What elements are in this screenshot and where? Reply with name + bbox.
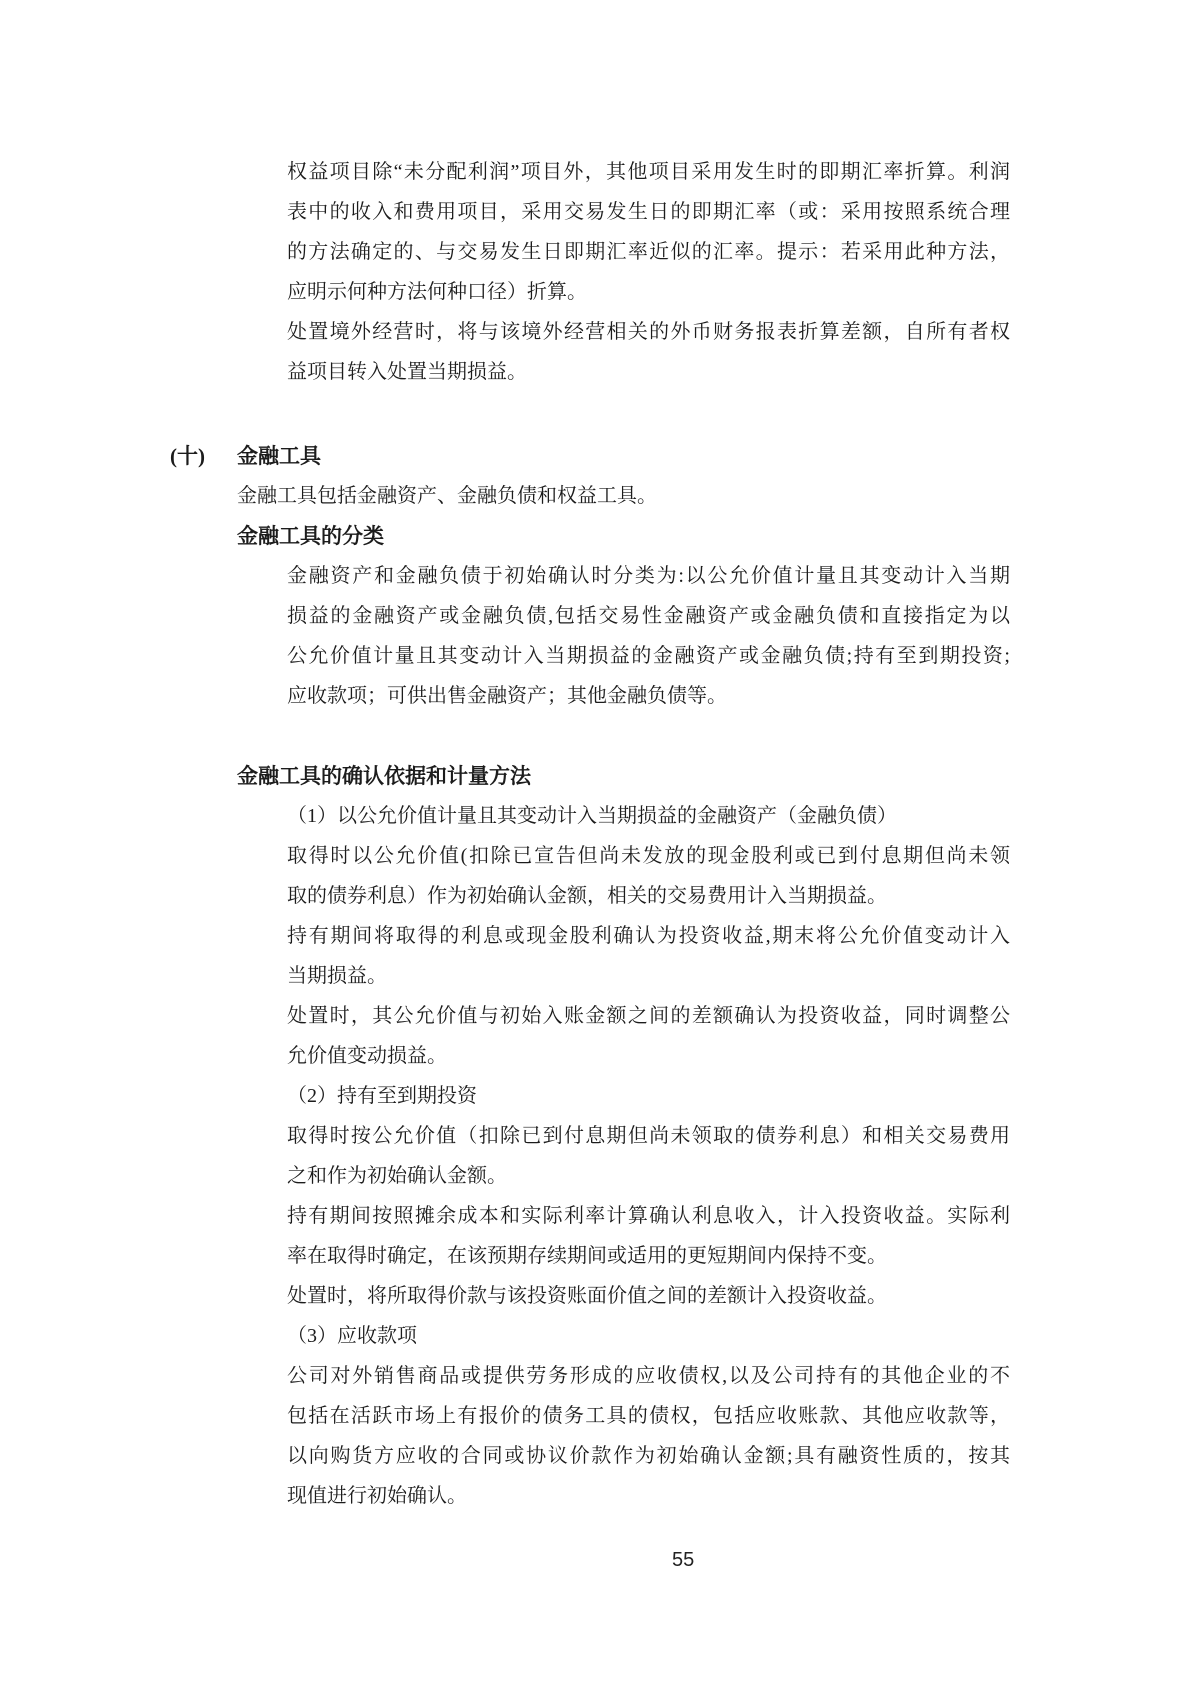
- text-line: 率在取得时确定，在该预期存续期间或适用的更短期间内保持不变。: [287, 1245, 887, 1267]
- text-line: 包括在活跃市场上有报价的债务工具的债权，包括应收账款、其他应收款等，: [287, 1405, 1010, 1427]
- text-line: （1）以公允价值计量且其变动计入当期损益的金融资产（金融负债）: [287, 805, 897, 827]
- text-line: 取的债券利息）作为初始确认金额，相关的交易费用计入当期损益。: [287, 885, 887, 907]
- text-line: 公司对外销售商品或提供劳务形成的应收债权,以及公司持有的其他企业的不: [287, 1365, 1010, 1387]
- text-line: 现值进行初始确认。: [287, 1485, 467, 1507]
- blank-line: [170, 716, 1010, 756]
- text-line: 允价值变动损益。: [287, 1045, 447, 1067]
- section-heading: [170, 436, 1010, 476]
- text-line: 持有期间将取得的利息或现金股利确认为投资收益,期末将公允价值变动计入: [287, 925, 1010, 947]
- text-line: 处置时，其公允价值与初始入账金额之间的差额确认为投资收益，同时调整公: [287, 1005, 1010, 1027]
- text-line: 公允价值计量且其变动计入当期损益的金融资产或金融负债;持有至到期投资;: [287, 645, 1010, 667]
- text-line: 处置时，将所取得价款与该投资账面价值之间的差额计入投资收益。: [287, 1285, 887, 1307]
- section-financial-instruments: [170, 436, 1010, 1516]
- text-line: 取得时按公允价值（扣除已到付息期但尚未领取的债券利息）和相关交易费用: [287, 1125, 1010, 1147]
- page-number: 55: [672, 1549, 695, 1571]
- text-line: 应收款项；可供出售金融资产；其他金融负债等。: [287, 685, 727, 707]
- text-line: 益项目转入处置当期损益。: [287, 361, 527, 383]
- text-line: 表中的收入和费用项目，采用交易发生日的即期汇率（或：采用按照系统合理: [287, 201, 1010, 223]
- text-line: 处置境外经营时，将与该境外经营相关的外币财务报表折算差额，自所有者权: [287, 321, 1010, 343]
- text-line: （3）应收款项: [287, 1325, 417, 1347]
- measurement-heading: 金融工具的确认依据和计量方法: [237, 764, 531, 788]
- text-line: 持有期间按照摊余成本和实际利率计算确认利息收入，计入投资收益。实际利: [287, 1205, 1010, 1227]
- intro-paragraph: [287, 152, 1010, 392]
- section-intro-line: 金融工具包括金融资产、金融负债和权益工具。: [237, 485, 657, 507]
- section-title: 金融工具: [237, 444, 321, 468]
- text-line: 金融资产和金融负债于初始确认时分类为:以公允价值计量且其变动计入当期: [287, 565, 1010, 587]
- text-line: 应明示何种方法何种口径）折算。: [287, 281, 587, 303]
- text-line: 的方法确定的、与交易发生日即期汇率近似的汇率。提示：若采用此种方法，: [287, 241, 1010, 263]
- classification-heading: 金融工具的分类: [237, 524, 384, 548]
- text-line: （2）持有至到期投资: [287, 1085, 477, 1107]
- text-line: 权益项目除“未分配利润”项目外，其他项目采用发生时的即期汇率折算。利润: [287, 161, 1010, 183]
- text-line: 取得时以公允价值(扣除已宣告但尚未发放的现金股利或已到付息期但尚未领: [287, 845, 1010, 867]
- section-number: (十): [170, 444, 205, 468]
- text-line: 以向购货方应收的合同或协议价款作为初始确认金额;具有融资性质的，按其: [287, 1445, 1010, 1467]
- text-line: 之和作为初始确认金额。: [287, 1165, 507, 1187]
- text-line: 损益的金融资产或金融负债,包括交易性金融资产或金融负债和直接指定为以: [287, 605, 1010, 627]
- text-line: 当期损益。: [287, 965, 387, 987]
